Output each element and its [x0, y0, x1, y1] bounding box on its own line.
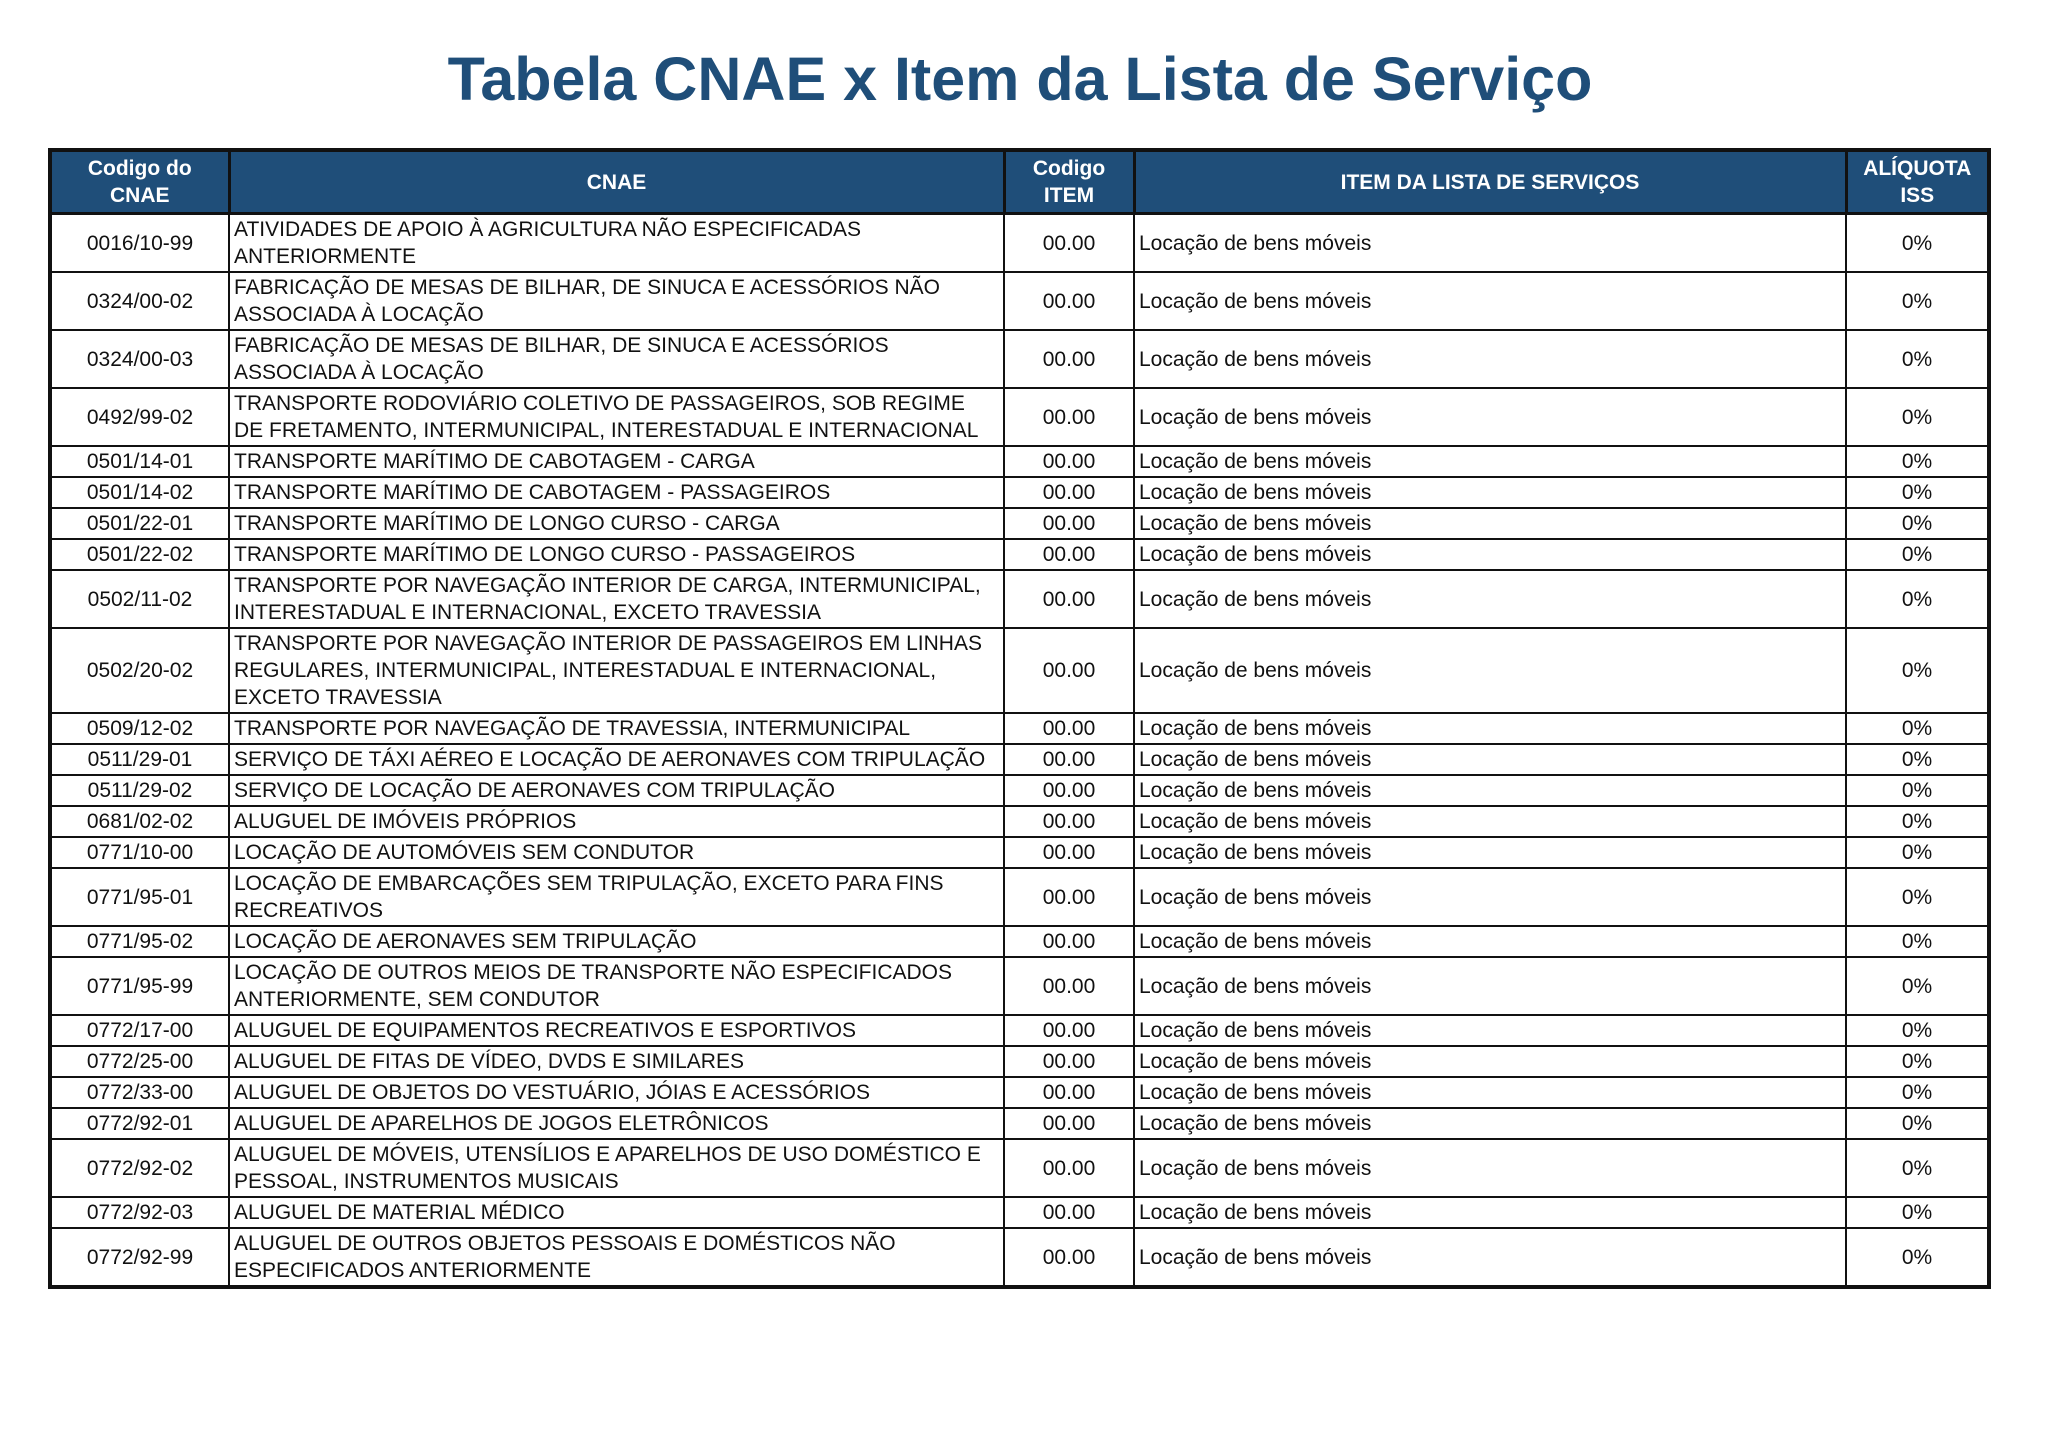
- cnae-description-cell: TRANSPORTE MARÍTIMO DE LONGO CURSO - CARGA: [229, 508, 1004, 539]
- item-code-cell: 00.00: [1004, 713, 1134, 744]
- aliquota-cell: 0%: [1846, 446, 1989, 477]
- service-item-cell: Locação de bens móveis: [1134, 388, 1846, 446]
- item-code-cell: 00.00: [1004, 446, 1134, 477]
- table-row: [50, 214, 1989, 273]
- service-item-cell: Locação de bens móveis: [1134, 1015, 1846, 1046]
- cnae-code-cell: 0501/14-01: [50, 446, 229, 477]
- aliquota-cell: 0%: [1846, 1046, 1989, 1077]
- table-row: [50, 446, 1989, 477]
- service-item-cell: Locação de bens móveis: [1134, 1077, 1846, 1108]
- service-item-cell: Locação de bens móveis: [1134, 1197, 1846, 1228]
- service-item-cell: Locação de bens móveis: [1134, 446, 1846, 477]
- cnae-description-cell: TRANSPORTE RODOVIÁRIO COLETIVO DE PASSAGEIROS, SOB REGIME DE FRETAMENTO, INTERMUNICIPAL, INTERESTADUAL E INTERNACIONAL: [229, 388, 1004, 446]
- cnae-description-cell: LOCAÇÃO DE AUTOMÓVEIS SEM CONDUTOR: [229, 837, 1004, 868]
- cnae-code-cell: 0772/92-02: [50, 1139, 229, 1197]
- cnae-description-cell: ATIVIDADES DE APOIO À AGRICULTURA NÃO ESPECIFICADAS ANTERIORMENTE: [229, 214, 1004, 273]
- aliquota-cell: 0%: [1846, 508, 1989, 539]
- service-item-cell: Locação de bens móveis: [1134, 1108, 1846, 1139]
- header-codigo-cnae: [50, 150, 229, 214]
- table-row: [50, 388, 1989, 446]
- cnae-description-cell: SERVIÇO DE LOCAÇÃO DE AERONAVES COM TRIPULAÇÃO: [229, 775, 1004, 806]
- cnae-code-cell: 0772/33-00: [50, 1077, 229, 1108]
- table-row: [50, 628, 1989, 713]
- table-row: [50, 713, 1989, 744]
- cnae-code-cell: 0502/20-02: [50, 628, 229, 713]
- header-codigo-item-line2: ITEM: [1043, 184, 1095, 207]
- aliquota-cell: 0%: [1846, 388, 1989, 446]
- aliquota-cell: 0%: [1846, 926, 1989, 957]
- cnae-code-cell: 0502/11-02: [50, 570, 229, 628]
- table-row: [50, 1139, 1989, 1197]
- table-row: [50, 806, 1989, 837]
- item-code-cell: 00.00: [1004, 330, 1134, 388]
- cnae-description-cell: ALUGUEL DE OUTROS OBJETOS PESSOAIS E DOMÉSTICOS NÃO ESPECIFICADOS ANTERIORMENTE: [229, 1228, 1004, 1287]
- item-code-cell: 00.00: [1004, 272, 1134, 330]
- cnae-description-cell: LOCAÇÃO DE OUTROS MEIOS DE TRANSPORTE NÃO ESPECIFICADOS ANTERIORMENTE, SEM CONDUTOR: [229, 957, 1004, 1015]
- table-row: [50, 539, 1989, 570]
- cnae-description-cell: FABRICAÇÃO DE MESAS DE BILHAR, DE SINUCA E ACESSÓRIOS NÃO ASSOCIADA À LOCAÇÃO: [229, 272, 1004, 330]
- cnae-code-cell: 0772/92-01: [50, 1108, 229, 1139]
- aliquota-cell: 0%: [1846, 806, 1989, 837]
- service-item-cell: Locação de bens móveis: [1134, 570, 1846, 628]
- aliquota-cell: 0%: [1846, 837, 1989, 868]
- aliquota-cell: 0%: [1846, 477, 1989, 508]
- cnae-table: [48, 148, 1991, 1289]
- item-code-cell: 00.00: [1004, 214, 1134, 273]
- cnae-description-cell: ALUGUEL DE OBJETOS DO VESTUÁRIO, JÓIAS E ACESSÓRIOS: [229, 1077, 1004, 1108]
- table-row: [50, 330, 1989, 388]
- service-item-cell: Locação de bens móveis: [1134, 1228, 1846, 1287]
- cnae-code-cell: 0324/00-03: [50, 330, 229, 388]
- table-row: [50, 926, 1989, 957]
- item-code-cell: 00.00: [1004, 477, 1134, 508]
- cnae-description-cell: LOCAÇÃO DE AERONAVES SEM TRIPULAÇÃO: [229, 926, 1004, 957]
- item-code-cell: 00.00: [1004, 508, 1134, 539]
- cnae-code-cell: 0771/95-99: [50, 957, 229, 1015]
- service-item-cell: Locação de bens móveis: [1134, 806, 1846, 837]
- service-item-cell: Locação de bens móveis: [1134, 1046, 1846, 1077]
- table-row: [50, 868, 1989, 926]
- cnae-description-cell: ALUGUEL DE MÓVEIS, UTENSÍLIOS E APARELHOS DE USO DOMÉSTICO E PESSOAL, INSTRUMENTOS MUSICAIS: [229, 1139, 1004, 1197]
- aliquota-cell: 0%: [1846, 539, 1989, 570]
- item-code-cell: 00.00: [1004, 539, 1134, 570]
- cnae-description-cell: TRANSPORTE MARÍTIMO DE CABOTAGEM - PASSAGEIROS: [229, 477, 1004, 508]
- cnae-code-cell: 0492/99-02: [50, 388, 229, 446]
- header-cnae: CNAE: [229, 150, 1004, 214]
- aliquota-cell: 0%: [1846, 957, 1989, 1015]
- aliquota-cell: 0%: [1846, 272, 1989, 330]
- cnae-description-cell: TRANSPORTE MARÍTIMO DE CABOTAGEM - CARGA: [229, 446, 1004, 477]
- service-item-cell: Locação de bens móveis: [1134, 837, 1846, 868]
- aliquota-cell: 0%: [1846, 570, 1989, 628]
- service-item-cell: Locação de bens móveis: [1134, 868, 1846, 926]
- item-code-cell: 00.00: [1004, 1077, 1134, 1108]
- table-row: [50, 957, 1989, 1015]
- item-code-cell: 00.00: [1004, 744, 1134, 775]
- cnae-code-cell: 0501/22-02: [50, 539, 229, 570]
- cnae-description-cell: ALUGUEL DE FITAS DE VÍDEO, DVDS E SIMILARES: [229, 1046, 1004, 1077]
- item-code-cell: 00.00: [1004, 868, 1134, 926]
- service-item-cell: Locação de bens móveis: [1134, 713, 1846, 744]
- item-code-cell: 00.00: [1004, 628, 1134, 713]
- aliquota-cell: 0%: [1846, 775, 1989, 806]
- service-item-cell: Locação de bens móveis: [1134, 926, 1846, 957]
- cnae-code-cell: 0511/29-01: [50, 744, 229, 775]
- cnae-description-cell: SERVIÇO DE TÁXI AÉREO E LOCAÇÃO DE AERONAVES COM TRIPULAÇÃO: [229, 744, 1004, 775]
- aliquota-cell: 0%: [1846, 1108, 1989, 1139]
- header-codigo-cnae-line2: CNAE: [109, 184, 170, 207]
- cnae-code-cell: 0501/22-01: [50, 508, 229, 539]
- item-code-cell: 00.00: [1004, 775, 1134, 806]
- cnae-code-cell: 0681/02-02: [50, 806, 229, 837]
- table-row: [50, 1015, 1989, 1046]
- cnae-description-cell: ALUGUEL DE MATERIAL MÉDICO: [229, 1197, 1004, 1228]
- aliquota-cell: 0%: [1846, 1228, 1989, 1287]
- table-row: [50, 1077, 1989, 1108]
- header-item-lista: ITEM DA LISTA DE SERVIÇOS: [1134, 150, 1846, 214]
- table-row: [50, 508, 1989, 539]
- page-title: Tabela CNAE x Item da Lista de Serviço: [447, 45, 1593, 113]
- cnae-code-cell: 0772/92-03: [50, 1197, 229, 1228]
- item-code-cell: 00.00: [1004, 926, 1134, 957]
- item-code-cell: 00.00: [1004, 1228, 1134, 1287]
- service-item-cell: Locação de bens móveis: [1134, 1139, 1846, 1197]
- table-row: [50, 1108, 1989, 1139]
- item-code-cell: 00.00: [1004, 806, 1134, 837]
- cnae-description-cell: LOCAÇÃO DE EMBARCAÇÕES SEM TRIPULAÇÃO, EXCETO PARA FINS RECREATIVOS: [229, 868, 1004, 926]
- aliquota-cell: 0%: [1846, 1077, 1989, 1108]
- cnae-code-cell: 0772/92-99: [50, 1228, 229, 1287]
- cnae-description-cell: TRANSPORTE POR NAVEGAÇÃO INTERIOR DE PASSAGEIROS EM LINHAS REGULARES, INTERMUNICIPAL, INTERESTADUAL E INTERNACIONAL, EXCETO TRAVESSIA: [229, 628, 1004, 713]
- table-row: [50, 775, 1989, 806]
- item-code-cell: 00.00: [1004, 388, 1134, 446]
- header-row: [50, 150, 1989, 214]
- service-item-cell: Locação de bens móveis: [1134, 628, 1846, 713]
- cnae-description-cell: ALUGUEL DE APARELHOS DE JOGOS ELETRÔNICOS: [229, 1108, 1004, 1139]
- cnae-description-cell: TRANSPORTE MARÍTIMO DE LONGO CURSO - PASSAGEIROS: [229, 539, 1004, 570]
- aliquota-cell: 0%: [1846, 713, 1989, 744]
- table-row: [50, 272, 1989, 330]
- table-header: [50, 150, 1989, 214]
- service-item-cell: Locação de bens móveis: [1134, 214, 1846, 273]
- cnae-code-cell: 0771/95-01: [50, 868, 229, 926]
- header-aliquota-line1: ALÍQUOTA: [1863, 157, 1972, 180]
- table-row: [50, 1228, 1989, 1287]
- item-code-cell: 00.00: [1004, 1015, 1134, 1046]
- item-code-cell: 00.00: [1004, 1108, 1134, 1139]
- cnae-code-cell: 0501/14-02: [50, 477, 229, 508]
- service-item-cell: Locação de bens móveis: [1134, 539, 1846, 570]
- cnae-code-cell: 0016/10-99: [50, 214, 229, 273]
- header-codigo-item: [1004, 150, 1134, 214]
- aliquota-cell: 0%: [1846, 868, 1989, 926]
- table-row: [50, 1046, 1989, 1077]
- table-row: [50, 477, 1989, 508]
- aliquota-cell: 0%: [1846, 214, 1989, 273]
- service-item-cell: Locação de bens móveis: [1134, 272, 1846, 330]
- table-body: [50, 214, 1989, 1288]
- aliquota-cell: 0%: [1846, 744, 1989, 775]
- service-item-cell: Locação de bens móveis: [1134, 744, 1846, 775]
- header-codigo-cnae-line1: Codigo do: [87, 157, 192, 180]
- cnae-code-cell: 0511/29-02: [50, 775, 229, 806]
- service-item-cell: Locação de bens móveis: [1134, 330, 1846, 388]
- item-code-cell: 00.00: [1004, 1197, 1134, 1228]
- cnae-description-cell: ALUGUEL DE IMÓVEIS PRÓPRIOS: [229, 806, 1004, 837]
- cnae-description-cell: TRANSPORTE POR NAVEGAÇÃO INTERIOR DE CARGA, INTERMUNICIPAL, INTERESTADUAL E INTERNACIONAL, EXCETO TRAVESSIA: [229, 570, 1004, 628]
- cnae-description-cell: ALUGUEL DE EQUIPAMENTOS RECREATIVOS E ESPORTIVOS: [229, 1015, 1004, 1046]
- item-code-cell: 00.00: [1004, 957, 1134, 1015]
- table-row: [50, 570, 1989, 628]
- cnae-description-cell: TRANSPORTE POR NAVEGAÇÃO DE TRAVESSIA, INTERMUNICIPAL: [229, 713, 1004, 744]
- aliquota-cell: 0%: [1846, 1015, 1989, 1046]
- table-row: [50, 837, 1989, 868]
- item-code-cell: 00.00: [1004, 1046, 1134, 1077]
- service-item-cell: Locação de bens móveis: [1134, 508, 1846, 539]
- header-aliquota-line2: ISS: [1900, 184, 1935, 207]
- table-row: [50, 744, 1989, 775]
- service-item-cell: Locação de bens móveis: [1134, 775, 1846, 806]
- cnae-code-cell: 0771/10-00: [50, 837, 229, 868]
- service-item-cell: Locação de bens móveis: [1134, 957, 1846, 1015]
- cnae-code-cell: 0772/17-00: [50, 1015, 229, 1046]
- service-item-cell: Locação de bens móveis: [1134, 477, 1846, 508]
- cnae-code-cell: 0771/95-02: [50, 926, 229, 957]
- table-row: [50, 1197, 1989, 1228]
- header-aliquota: [1846, 150, 1989, 214]
- cnae-code-cell: 0509/12-02: [50, 713, 229, 744]
- item-code-cell: 00.00: [1004, 570, 1134, 628]
- header-codigo-item-line1: Codigo: [1032, 157, 1106, 180]
- aliquota-cell: 0%: [1846, 628, 1989, 713]
- aliquota-cell: 0%: [1846, 330, 1989, 388]
- aliquota-cell: 0%: [1846, 1139, 1989, 1197]
- item-code-cell: 00.00: [1004, 1139, 1134, 1197]
- cnae-description-cell: FABRICAÇÃO DE MESAS DE BILHAR, DE SINUCA E ACESSÓRIOS ASSOCIADA À LOCAÇÃO: [229, 330, 1004, 388]
- item-code-cell: 00.00: [1004, 837, 1134, 868]
- cnae-code-cell: 0772/25-00: [50, 1046, 229, 1077]
- cnae-code-cell: 0324/00-02: [50, 272, 229, 330]
- aliquota-cell: 0%: [1846, 1197, 1989, 1228]
